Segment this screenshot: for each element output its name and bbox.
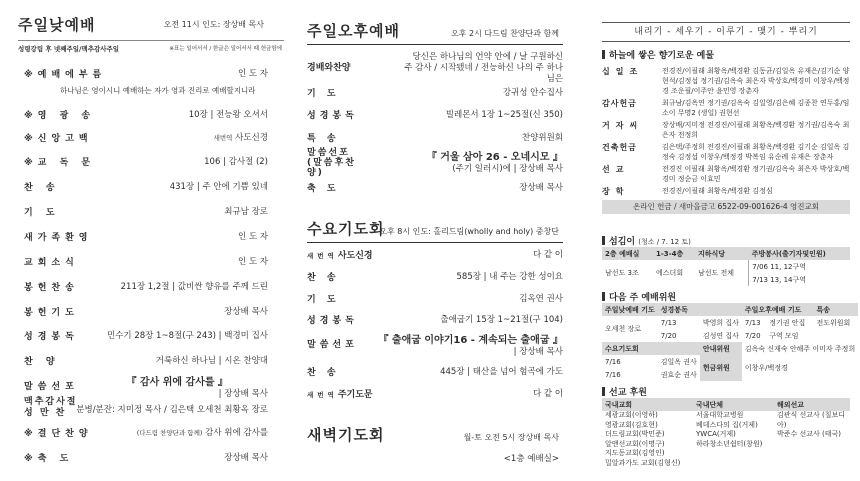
morning-row: 교회소식 인 도 자	[24, 257, 268, 268]
offering-section-title: 하늘에 쌓은 향기로운 예물	[602, 48, 714, 61]
wednesday-row: 성경봉독 출애굽기 15장 1~21절(구 104)	[307, 315, 563, 326]
morning-row: 새가족환영 인 도 자	[24, 232, 268, 243]
afternoon-column	[297, 0, 569, 481]
morning-row: 기 도 최규남 장로	[24, 207, 268, 218]
afternoon-header	[307, 20, 563, 45]
morning-sub-right: ※표는 일어서서 / 한글은 일어서서 때 헌금함에	[169, 46, 282, 52]
morning-meta: 오전 11시 인도: 장상배 목사	[163, 20, 264, 29]
dawn-header	[307, 424, 563, 448]
morning-row: 봉헌찬송 211장 1,2절 | 값비싼 향유를 주께 드린	[24, 282, 268, 293]
morning-row: ※결단찬양 (다드림 찬양단과 함께) 감사 위에 감사를	[24, 428, 268, 439]
online-offering-bank: 온라인 헌금 / 새마을금고 6522-09-001626-4 영진교회	[602, 200, 850, 214]
morning-row: ※축 도 장상배 목사	[24, 453, 268, 464]
wednesday-meta: 오후 8시 인도: 홀리드림(wholly and holy) 중창단	[379, 227, 559, 236]
morning-communion-row: 맥추감사절 성 만 찬 분병/분잔: 지미정 목사 / 김은택 오세천 최황옥 장로	[24, 397, 268, 418]
morning-row: ※영 광 송 10장 | 전능왕 오셔서	[24, 110, 268, 121]
wednesday-header	[307, 218, 563, 243]
wednesday-row: 찬 송 445장 | 태산을 넘어 험곡에 가도	[307, 367, 563, 378]
morning-header	[18, 14, 276, 40]
afternoon-row: 경배와찬양 당신은 하나님의 언약 안에 / 날 구원하신 주 감사 / 시작됐네 / 전능하신 나의 주 하나님은	[307, 52, 563, 84]
dawn-title: 새벽기도회	[307, 426, 385, 444]
morning-row: 봉헌기도 장상배 목사	[24, 307, 268, 318]
info-column: 내리기 - 세우기 - 이루기 - 맺기 - 뿌리기 하늘에 쌓은 향기로운 예물 십일조 전경진/이필래 최황옥/백경환 김동균/김일옥 유재은/김기순 양현석/김정섭 정기권/김옥숙 최은자 박상호/백경미 이창우/백정경 조운필/이주안 윤민영 장춘자 감사헌금 최규남/김옥연 정기권/김옥숙 김일영/김은혜 김종찬 연두홍/임소이 무명2 (생일) 권현선 거자씨 장상배/지미정 전경진/이필래 최황옥/백경환 정기권/김옥숙 최은자 전정희 건축헌금 김은택/주정희 전경진/이필래 최황옥/백경환 김기순 김일옥 김정숙 김정섭 이창우/백정경 박복임 유순례 유재은 장춘자 선교 전경진 이필래 최황옥/백경환 정기권/김옥숙 최은자 박상호/백경미 정순금 이효민 장학 전경진/이필래 최황옥/백경환 김정심 온라인 헌금 / 새마을금고 6522-09-001626-4 영진교회 섬김이 (청소 / 7. 12 토) 2층 예배실 1-3-4층 지하식당 주방봉사(출기자및인원) 남선도 3조 에스더회 남선도 전체 7/06 11, 12구역 7/13 13, 14구역 다음 주 예배위원 주일낮예배 기도 성경봉독 주일오후예배 기도 특송 오세천 장로 7/13 박영희 집사 7/13 정기권 안집 전도위원회 7/20 김성연 집사 7/20 구역 모임 수요기도회 안내위원 김옥숙 신재숙 안해주 이미자 주정희 7/16 김일옥 권사 헌금위원 이창우/백정경 7/16 권효순 권사 선교 후원 국내교회 국내단체 해외선교 세광교회(이영하) 영광교회(김호현) 더드림교회(박민준) 알앤선교회(이명구) 지도동교회(김영인) 밀알과가도 교회(김형신) 서울대학교병원 베데스다의 집(거제) YWCA(거제) 하라창소년쉼터(창원) 김관식 선교사 (칠보디아) 박준수 선교사 (태국)	[586, 0, 860, 481]
church-motto: 내리기 - 세우기 - 이루기 - 맺기 - 뿌리기	[602, 22, 850, 42]
afternoon-meta: 오후 2시 다드림 찬양단과 함께	[451, 29, 559, 38]
wednesday-title: 수요기도회	[307, 220, 385, 238]
morning-note: 하나님은 영이시니 예배하는 자가 영과 진리로 예배할지니라	[60, 86, 256, 95]
wednesday-row: 기 도 김옥연 권사	[307, 294, 563, 305]
afternoon-row: 특 송 찬양위원회	[307, 133, 563, 144]
next-week-table: 주일낮예배 기도 성경봉독 주일오후예배 기도 특송 오세천 장로 7/13 박영희 집사 7/13 정기권 안집 전도위원회 7/20 김성연 집사 7/20 구역 모임 수요기도회 안내위원 김옥숙 신재숙 안해주 이미자 주정희 7/16 김일옥 권사 헌금위원 이창우/백정경 7/16 권효순 권사	[602, 303, 858, 381]
afternoon-sermon-row: 말씀선포 (말씀후찬양) 『 거울 삼아 26 - 오네시모 』 (주기 일러시)에 | 장상배 목사	[307, 148, 563, 178]
morning-row: 찬 송 431장 | 주 안에 기쁨 있네	[24, 182, 268, 193]
morning-row: ※신앙고백 새번역 사도신경	[24, 133, 268, 144]
domestic-organizations: 서울대학교병원 베데스다의 집(거제) YWCA(거제) 하라창소년쉼터(창원)	[696, 411, 763, 448]
mission-table: 국내교회 국내단체 해외선교 세광교회(이영하) 영광교회(김호현) 더드림교회(박민준) 알앤선교회(이명구) 지도동교회(김영인) 밀알과가도 교회(김형신) 서울대학교병원 베데스다의 집(거제) YWCA(거제) 하라창소년쉼터(창원) 김관식 선교사 (칠보디아) 박준수 선교사 (태국)	[602, 398, 850, 468]
dawn-meta: 월-토 오전 5시 장상배 목사	[463, 433, 559, 442]
afternoon-row: 성경봉독 빌레몬서 1장 1~25절(신 350)	[307, 110, 563, 121]
mission-title: 선교 후원	[602, 385, 647, 398]
wednesday-row: 새번역사도신경 다 같 이	[307, 250, 563, 261]
morning-sermon-row: 말씀선포 『 감사 위에 감사를 』 | 장상배 목사	[24, 377, 268, 399]
morning-row: 찬 양 거룩하신 하나님 | 시온 찬양대	[24, 356, 268, 367]
afternoon-row: 기 도 강귀성 안수집사	[307, 88, 563, 99]
servers-table: 2층 예배실 1-3-4층 지하식당 주방봉사(출기자및인원) 남선도 3조 에스더회 남선도 전체 7/06 11, 12구역 7/13 13, 14구역	[602, 247, 850, 286]
morning-sub-left: 성령강림 후 넷째주일/맥추감사주일	[18, 45, 120, 53]
dawn-location: <1층 예배실>	[503, 454, 559, 464]
morning-row: ※예배에부름 인 도 자	[24, 69, 268, 80]
wednesday-row: 찬 송 585장 | 내 주는 강한 성이요	[307, 272, 563, 283]
domestic-churches: 세광교회(이영하) 영광교회(김호현) 더드림교회(박민준) 알앤선교회(이명구) 지도동교회(김영인) 밀알과가도 교회(김형신)	[605, 411, 681, 467]
next-week-title: 다음 주 예배위원	[602, 290, 676, 303]
morning-subheader	[18, 40, 284, 53]
morning-row: 성경봉독 민수기 28장 1~8절(구 243) | 백경미 집사	[24, 331, 268, 342]
wednesday-row: 새번역주기도문 다 같 이	[307, 389, 563, 400]
overseas-missions: 김관식 선교사 (칠보디아) 박준수 선교사 (태국)	[777, 411, 846, 438]
afternoon-row: 축 도 장상배 목사	[307, 183, 563, 194]
morning-title: 주일낮예배	[18, 16, 96, 34]
wednesday-sermon-row: 말씀선포 『 출애굽 이야기16 - 계속되는 출애굽 』 | 장상배 목사	[307, 335, 563, 357]
morning-service-column	[0, 0, 282, 481]
afternoon-title: 주일오후예배	[307, 22, 400, 40]
servers-title: 섬김이 (청소 / 7. 12 토)	[602, 234, 691, 247]
morning-row: ※교 독 문 106 | 감사절 (2)	[24, 157, 268, 168]
